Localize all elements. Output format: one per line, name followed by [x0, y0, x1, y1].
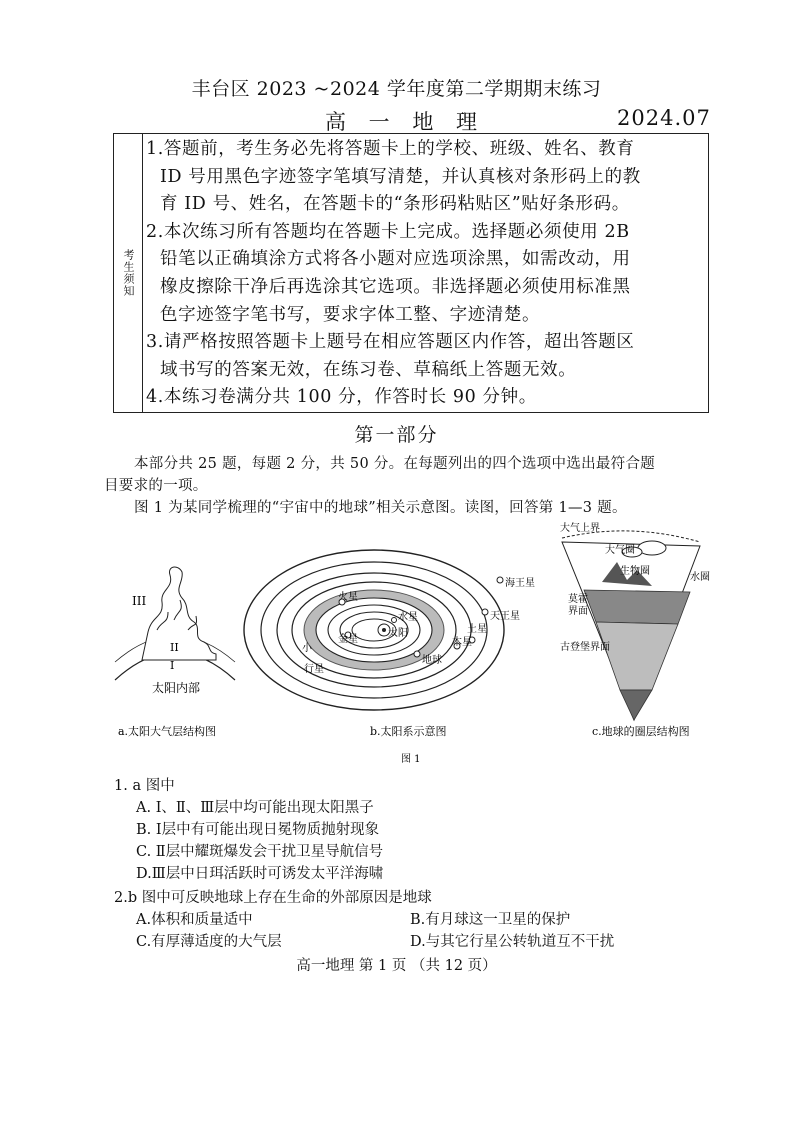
question-1-option-a: A. Ⅰ、Ⅱ、Ⅲ层中均可能出现太阳黑子: [136, 800, 374, 816]
section-intro-line2: 目要求的一项。: [104, 478, 208, 494]
panel-b-caption: b.太阳系示意图: [370, 725, 447, 738]
panel-b-solar-system: [244, 550, 535, 738]
notice-line: ID 号用黑色字迹签字笔填写清楚，并认真核对条形码上的教: [160, 166, 641, 187]
question-2-stem: 2.b 图中可反映地球上存在生命的外部原因是地球: [114, 890, 432, 906]
notice-line: 1.答题前，考生务必先将答题卡上的学校、班级、姓名、教育: [146, 139, 635, 159]
subject-title: 高 一 地 理: [325, 110, 486, 134]
exam-title: 丰台区 2023 ~2024 学年度第二学期期末练习: [191, 78, 602, 100]
venus-label: 金星: [338, 634, 358, 645]
atmosphere-label: 大气圈: [605, 545, 635, 556]
prominence-shape: [142, 567, 216, 660]
hydrosphere-label: 水圈: [690, 572, 710, 583]
notice-label-cell: [114, 134, 143, 412]
planet-earth: [414, 651, 420, 657]
question-2-option-a: A.体积和质量适中: [136, 912, 253, 928]
layer-iii-label: III: [132, 594, 147, 608]
planet-neptune: [497, 577, 503, 583]
notice-line: 色字迹签字笔书写，要求字体工整、字迹清楚。: [160, 304, 541, 325]
biosphere-label: 生物圈: [620, 566, 650, 577]
asteroid-label-2: 行星: [304, 664, 324, 675]
upper-atmosphere-label: 大气上界: [560, 523, 600, 534]
page-footer: 高一地理 第 1 页 （共 12 页）: [296, 958, 497, 974]
asteroid-label-1: 小: [302, 643, 312, 654]
planet-uranus: [482, 609, 488, 615]
notice-line: 铅笔以正确填涂方式将各小题对应选项涂黑，如需改动，用: [160, 249, 631, 270]
mars-label: 火星: [338, 592, 358, 603]
notice-line: 育 ID 号、姓名，在答题卡的“条形码粘贴区”贴好条形码。: [160, 194, 630, 215]
figure-1: [112, 520, 718, 768]
question-2-option-b: B.有月球这一卫星的保护: [410, 912, 571, 928]
moho-label-2: 界面: [568, 606, 588, 617]
notice-label: 考生须知: [122, 249, 135, 297]
section-intro-line1: 本部分共 25 题，每题 2 分，共 50 分。在每题列出的四个选项中选出最符合题: [134, 456, 656, 472]
notice-box: [113, 133, 709, 413]
figure-prompt: 图 1 为某同学梳理的“宇宙中的地球”相关示意图。读图，回答第 1—3 题。: [134, 500, 627, 516]
notice-line: 4.本练习卷满分共 100 分，作答时长 90 分钟。: [146, 387, 537, 408]
figure-caption: 图 1: [401, 754, 421, 765]
panel-c-caption: c.地球的圈层结构图: [592, 725, 690, 738]
question-1-option-d: D.Ⅲ层中日珥活跃时可诱发太平洋海啸: [136, 866, 384, 882]
sun-label: 太阳: [388, 628, 408, 639]
panel-a-sun-atmosphere: [115, 567, 235, 738]
sun-center: [382, 628, 386, 632]
notice-line: 3.请严格按照答题卡上题号在相应答题区内作答，超出答题区: [146, 332, 635, 353]
moho-label-1: 莫霍: [568, 594, 588, 605]
mercury-label: 水星: [398, 612, 418, 623]
layer-i-label: I: [170, 659, 175, 672]
panel-a-caption: a.太阳大气层结构图: [118, 725, 217, 738]
question-1-stem: 1. a 图中: [114, 778, 175, 794]
core-layer: [620, 690, 652, 720]
jupiter-label: 木星: [452, 637, 472, 648]
question-1-option-b: B. Ⅰ层中有可能出现日冕物质抛射现象: [136, 822, 380, 838]
neptune-label: 海王星: [505, 578, 535, 589]
gutenberg-label: 古登堡界面: [560, 642, 610, 653]
uranus-label: 天王星: [490, 611, 520, 622]
layer-ii-label: II: [170, 641, 179, 654]
question-2-option-d: D.与其它行星公转轨道互不干扰: [410, 934, 615, 950]
section-title: 第一部分: [354, 424, 439, 446]
notice-body: [146, 136, 706, 412]
exam-date: 2024.07: [617, 106, 711, 130]
question-1-option-c: C. Ⅱ层中耀斑爆发会干扰卫星导航信号: [136, 844, 384, 860]
saturn-label: 土星: [467, 624, 487, 635]
earth-label: 地球: [422, 655, 442, 666]
sun-interior-label: 太阳内部: [152, 681, 201, 695]
question-2-option-c: C.有厚薄适度的大气层: [136, 934, 282, 950]
notice-line: 域书写的答案无效，在练习卷、草稿纸上答题无效。: [160, 359, 577, 380]
crust-layer: [584, 590, 690, 624]
notice-line: 橡皮擦除干净后再选涂其它选项。非选择题必须使用标准黑: [160, 276, 631, 297]
notice-line: 2.本次练习所有答题均在答题卡上完成。选择题必须使用 2B: [146, 221, 630, 242]
planet-mercury: [392, 618, 397, 623]
mantle-layer: [596, 622, 678, 690]
panel-c-earth-spheres: [560, 521, 710, 738]
